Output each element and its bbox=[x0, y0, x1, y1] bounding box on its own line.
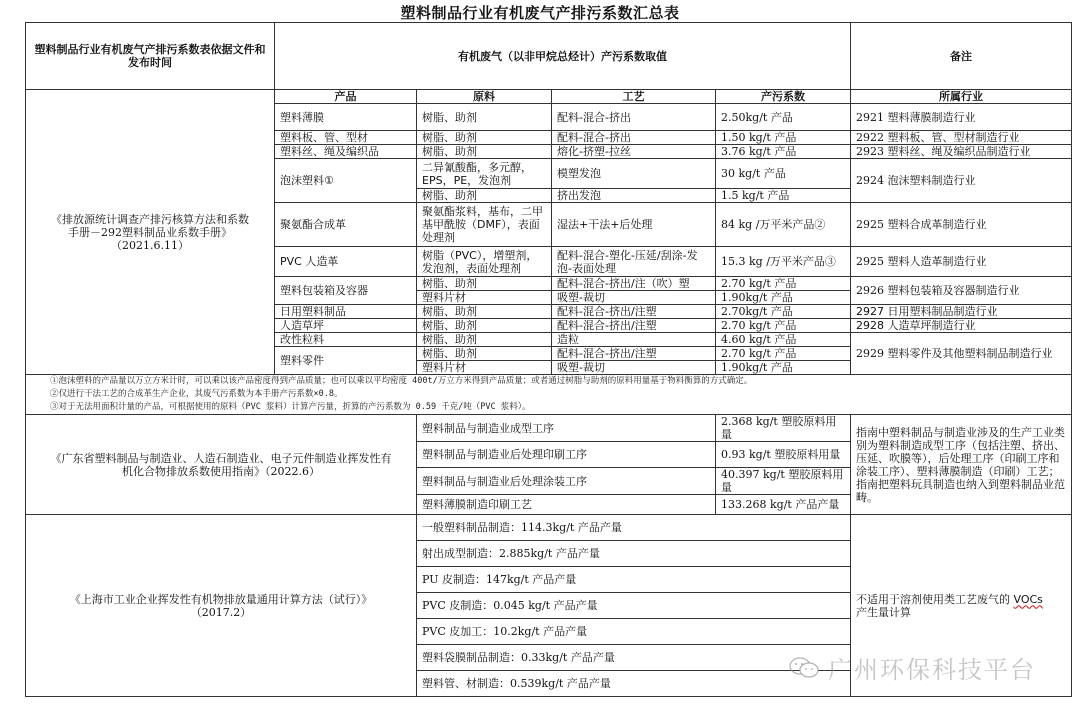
material-cell: 塑料片材 bbox=[417, 361, 552, 375]
section2-source: 《广东省塑料制品与制造业、人造石制造业、电子元件制造业挥发性有机化合物排放系数使用指南》（2022.6） bbox=[26, 415, 417, 515]
coefficient-cell: 2.70 kg/t 产品 bbox=[716, 277, 851, 291]
coefficient-cell: 1.50 kg/t 产品 bbox=[716, 131, 851, 145]
product-cell: PVC 人造革 bbox=[275, 247, 417, 277]
material-cell: 二异氰酸酯，多元醇，EPS，PE，发泡剂 bbox=[417, 159, 552, 189]
coefficient-cell: 2.368 kg/t 塑胶原料用量 bbox=[716, 415, 851, 442]
industry-cell: 2922 塑料板、管、型材制造行业 bbox=[851, 131, 1072, 145]
process-cell: 吸塑-裁切 bbox=[552, 291, 716, 305]
material-cell: 树脂（PVC），增塑剂，发泡剂，表面处理剂 bbox=[417, 247, 552, 277]
coefficient-item: PVC 皮制造：0.045 kg/t 产品产量 bbox=[417, 593, 851, 619]
process-cell: 造粒 bbox=[552, 333, 716, 347]
process-cell: 塑料制品与制造业成型工序 bbox=[417, 415, 716, 442]
material-cell: 树脂、助剂 bbox=[417, 189, 552, 203]
col-header-process: 工艺 bbox=[552, 90, 716, 104]
process-cell: 配料-混合-挤出/注塑 bbox=[552, 319, 716, 333]
remark-text: 不适用于溶剂使用类工艺废气的 bbox=[856, 592, 1010, 606]
process-cell: 熔化-挤塑-拉丝 bbox=[552, 145, 716, 159]
process-cell: 配料-混合-挤出/注塑 bbox=[552, 347, 716, 361]
process-cell: 吸塑-裁切 bbox=[552, 361, 716, 375]
col-header-coefficient: 产污系数 bbox=[716, 90, 851, 104]
industry-cell: 2925 塑料人造革制造行业 bbox=[851, 247, 1072, 277]
industry-cell: 2929 塑料零件及其他塑料制品制造行业 bbox=[851, 333, 1072, 375]
coefficient-item: 射出成型制造：2.885kg/t 产品产量 bbox=[417, 541, 851, 567]
col-header-material: 原料 bbox=[417, 90, 552, 104]
coefficient-item: 塑料袋膜制品制造：0.33kg/t 产品产量 bbox=[417, 645, 851, 671]
coefficient-cell: 15.3 kg /万平米产品③ bbox=[716, 247, 851, 277]
material-cell: 塑料片材 bbox=[417, 291, 552, 305]
coefficient-cell: 1.90kg/t 产品 bbox=[716, 361, 851, 375]
note-2: ②仅进行干法工艺的合成革生产企业，其废气污系数为本手册产污系数×0.8。 bbox=[50, 389, 343, 399]
material-cell: 树脂、助剂 bbox=[417, 145, 552, 159]
process-cell: 湿法+干法+后处理 bbox=[552, 203, 716, 247]
section1-source: 《排放源统计调查产排污核算方法和系数手册－292塑料制品业系数手册》（2021.6.11） bbox=[26, 90, 275, 375]
material-cell: 树脂、助剂 bbox=[417, 347, 552, 361]
process-cell: 配料-混合-挤出 bbox=[552, 104, 716, 131]
coefficient-item: 塑料管、材制造：0.539kg/t 产品产量 bbox=[417, 671, 851, 697]
header-remark: 备注 bbox=[851, 23, 1072, 90]
coefficient-cell: 2.70 kg/t 产品 bbox=[716, 319, 851, 333]
industry-cell: 2924 泡沫塑料制造行业 bbox=[851, 159, 1072, 203]
process-cell: 挤出发泡 bbox=[552, 189, 716, 203]
product-cell: 塑料包装箱及容器 bbox=[275, 277, 417, 305]
emission-coefficient-table bbox=[25, 22, 1072, 697]
product-cell: 塑料板、管、型材 bbox=[275, 131, 417, 145]
product-cell: 塑料薄膜 bbox=[275, 104, 417, 131]
material-cell: 树脂、助剂 bbox=[417, 131, 552, 145]
product-cell: 人造草坪 bbox=[275, 319, 417, 333]
coefficient-cell: 0.93 kg/t 塑胶原料用量 bbox=[716, 442, 851, 468]
product-cell: 塑料零件 bbox=[275, 347, 417, 375]
coefficient-cell: 4.60 kg/t 产品 bbox=[716, 333, 851, 347]
coefficient-item: PU 皮制造：147kg/t 产品产量 bbox=[417, 567, 851, 593]
material-cell: 树脂、助剂 bbox=[417, 319, 552, 333]
product-cell: 泡沫塑料① bbox=[275, 159, 417, 203]
wechat-icon bbox=[788, 656, 822, 680]
remark-text-end: 产生量计算 bbox=[856, 605, 911, 619]
industry-cell: 2928 人造草坪制造行业 bbox=[851, 319, 1072, 333]
table-row bbox=[26, 515, 1072, 541]
section2-remark: 指南中塑料制品与制造业涉及的生产工业类别为塑料制造成型工序（包括注塑、挤出、压延、吹膜等），后处理工序（印刷工序和涂装工序）、塑料薄膜制造（印刷）工艺；指南把塑料玩具制造也纳入到塑料制品业范畴。 bbox=[851, 415, 1072, 515]
industry-cell: 2926 塑料包装箱及容器制造行业 bbox=[851, 277, 1072, 305]
process-cell: 模塑发泡 bbox=[552, 159, 716, 189]
note-1: ①泡沫塑料的产品量以万立方米计时，可以乘以该产品密度得到产品质量；也可以乘以平均密度 400t/万立方米得到产品质量；或者通过树脂与助剂的原料用量基于物料衡算的方式确定。 bbox=[50, 376, 753, 386]
material-cell: 树脂、助剂 bbox=[417, 333, 552, 347]
coefficient-cell: 3.76 kg/t 产品 bbox=[716, 145, 851, 159]
watermark-text: 广州环保科技平台 bbox=[828, 656, 1036, 684]
process-cell: 配料-混合-挤出/注（吹）塑 bbox=[552, 277, 716, 291]
industry-cell: 2923 塑料丝、绳及编织品制造行业 bbox=[851, 145, 1072, 159]
coefficient-cell: 1.90kg/t 产品 bbox=[716, 291, 851, 305]
industry-cell: 2927 日用塑料制品制造行业 bbox=[851, 305, 1072, 319]
material-cell: 树脂、助剂 bbox=[417, 277, 552, 291]
section1-notes bbox=[26, 375, 1072, 415]
product-cell: 塑料丝、绳及编织品 bbox=[275, 145, 417, 159]
note-3: ③对于无法用面积计量的产品，可根据使用的原料（PVC 浆料）计算产污量，折算的产污系数为 0.59 千克/吨（PVC 浆料）。 bbox=[50, 402, 531, 412]
product-cell: 改性粒料 bbox=[275, 333, 417, 347]
coefficient-cell: 133.268 kg/t 产品产量 bbox=[716, 495, 851, 515]
coefficient-cell: 40.397 kg/t 塑胶原料用量 bbox=[716, 468, 851, 495]
coefficient-cell: 2.70kg/t 产品 bbox=[716, 305, 851, 319]
section3-source: 《上海市工业企业挥发性有机物排放量通用计算方法（试行）》（2017.2） bbox=[26, 515, 417, 697]
coefficient-cell: 2.70 kg/t 产品 bbox=[716, 347, 851, 361]
industry-cell: 2925 塑料合成革制造行业 bbox=[851, 203, 1072, 247]
col-header-industry: 所属行业 bbox=[851, 90, 1072, 104]
header-value: 有机废气（以非甲烷总烃计）产污系数取值 bbox=[275, 23, 851, 90]
process-cell: 配料-混合-塑化-压延/刮涂-发泡-表面处理 bbox=[552, 247, 716, 277]
coefficient-item: 一般塑料制品制造：114.3kg/t 产品产量 bbox=[417, 515, 851, 541]
col-header-product: 产品 bbox=[275, 90, 417, 104]
watermark bbox=[788, 650, 1036, 685]
coefficient-item: PVC 皮加工：10.2kg/t 产品产量 bbox=[417, 619, 851, 645]
product-cell: 聚氨酯合成革 bbox=[275, 203, 417, 247]
header-basis: 塑料制品行业有机废气产排污系数表依据文件和发布时间 bbox=[26, 23, 275, 90]
process-cell: 配料-混合-挤出/注塑 bbox=[552, 305, 716, 319]
industry-cell: 2921 塑料薄膜制造行业 bbox=[851, 104, 1072, 131]
coefficient-cell: 2.50kg/t 产品 bbox=[716, 104, 851, 131]
material-cell: 聚氨酯浆料，基布，二甲基甲酰胺（DMF），表面处理剂 bbox=[417, 203, 552, 247]
product-cell: 日用塑料制品 bbox=[275, 305, 417, 319]
document-title: 塑料制品行业有机废气产排污系数汇总表 bbox=[400, 4, 680, 22]
coefficient-cell: 30 kg/t 产品 bbox=[716, 159, 851, 189]
coefficient-cell: 84 kg /万平米产品② bbox=[716, 203, 851, 247]
material-cell: 树脂、助剂 bbox=[417, 305, 552, 319]
process-cell: 塑料制品与制造业后处理印刷工序 bbox=[417, 442, 716, 468]
table-row bbox=[26, 415, 1072, 442]
coefficient-cell: 1.5 kg/t 产品 bbox=[716, 189, 851, 203]
process-cell: 塑料薄膜制造印刷工艺 bbox=[417, 495, 716, 515]
process-cell: 配料-混合-挤出 bbox=[552, 131, 716, 145]
process-cell: 塑料制品与制造业后处理涂装工序 bbox=[417, 468, 716, 495]
material-cell: 树脂、助剂 bbox=[417, 104, 552, 131]
vocs-term: VOCs bbox=[1013, 592, 1043, 606]
